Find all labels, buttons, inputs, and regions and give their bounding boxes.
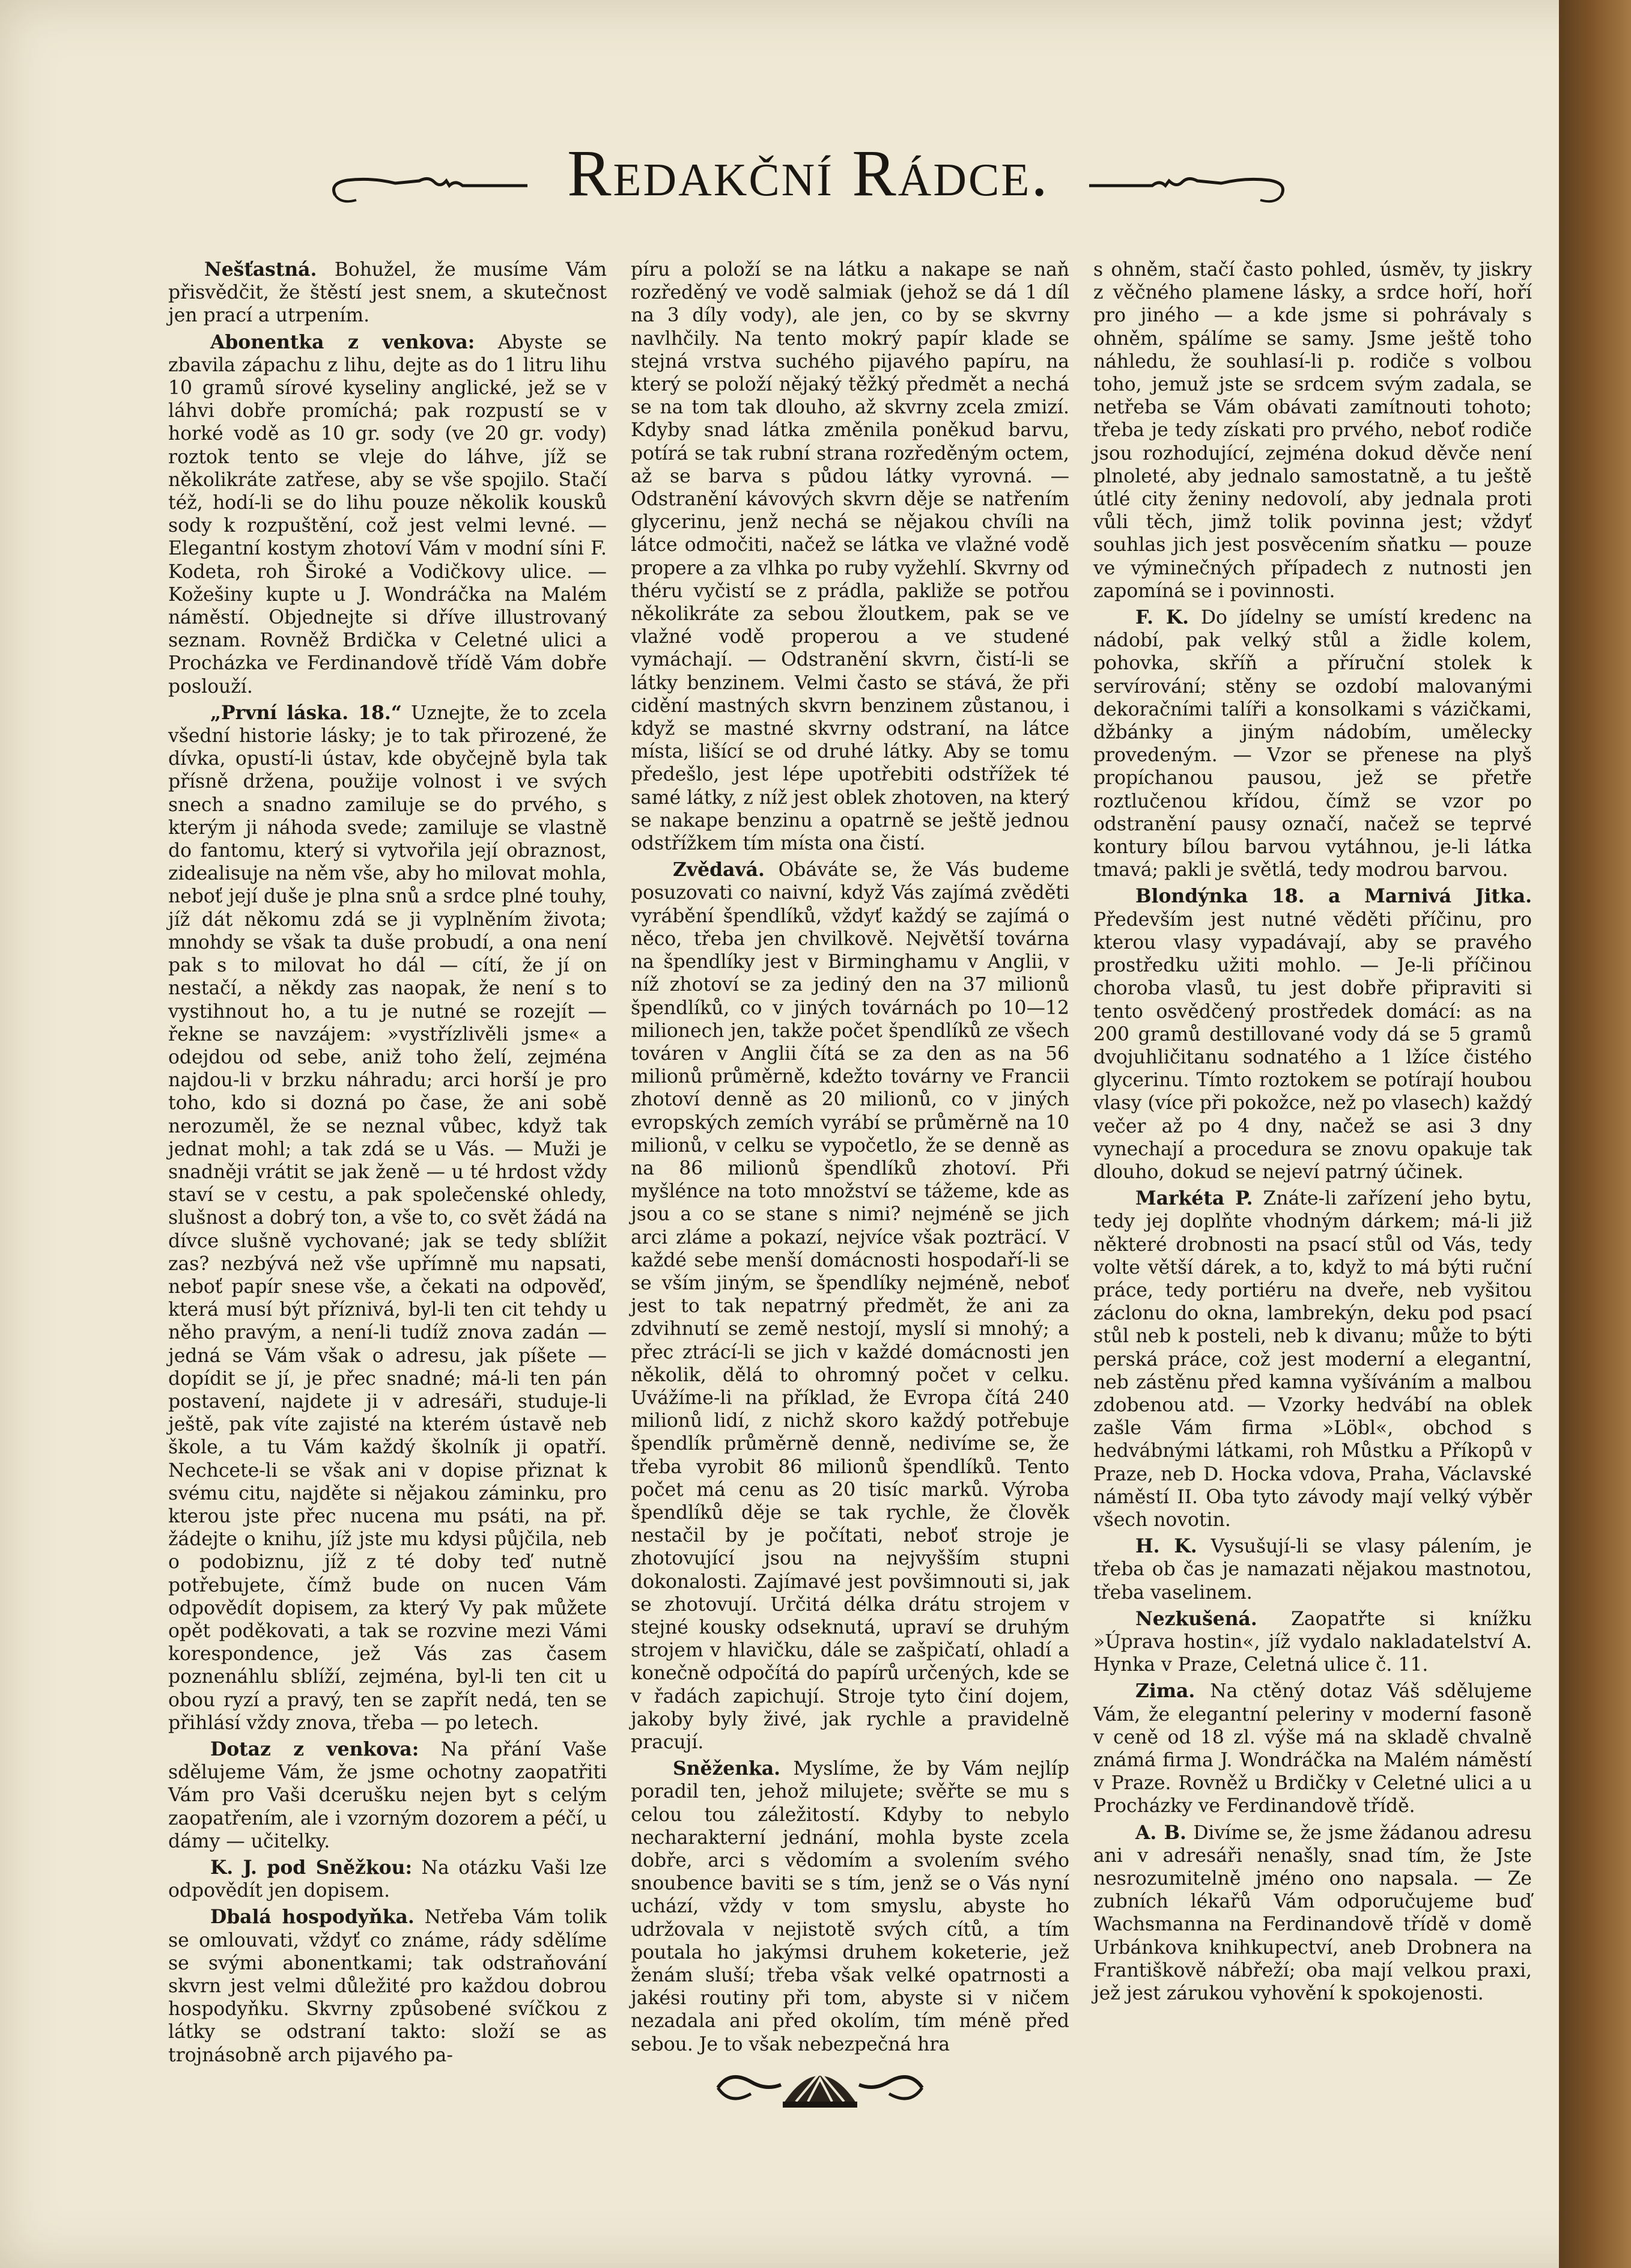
entry: Abonentka z venkova: Abyste se zbavila zápachu z lihu, dejte as do 1 litru lihu 10 gramů sírové kyseliny anglické, jež se v láhvi dobře promíchá; pak rozpustí se v horké vodě as 10 gr. sody (ve 20 gr. vody) roztok tento se vleje do láhve, jíž se několikráte zatřese, aby se vše spojilo. Stačí též, hodí-li se do lihu pouze několik kousků sody k rozpuštění, což jest velmi levné. — Elegantní kostym zhotoví Vám v modní síni F. Kodeta, roh Široké a Vodičkovy ulice. — Kožešiny kupte u J. Wondráčka na Malém náměstí. Objednejte si dříve illustrovaný seznam. Rovněž Brdička v Celetné ulici a Procházka ve Ferdinandově třídě Vám dobře poslouží. [168, 331, 607, 698]
entry: Markéta P. Znáte-li zařízení jeho bytu, tedy jej doplňte vhodným dárkem; má-li již některé drobnosti na psací stůl od Vás, tedy volte větší dárek, a to, když to má býti ruční práce, tedy portiéru na dveře, neb vyšitou záclonu do okna, lambrekýn, deku pod psací stůl neb k posteli, neb k divanu; může to býti perská práce, což jest moderní a elegantní, neb zástěnu před kamna vyšíváním a malbou zdobenou atd. — Vzorky hedvábí na oblek zašle Vám firma »Löbl«, obchod s hedvábnými látkami, roh Můstku a Příkopů v Praze, neb D. Hocka vdova, Praha, Václavské náměstí II. Oba tyto závody mají velký výběr všech novotin. [1093, 1188, 1532, 1531]
tailpiece-ornament-icon [706, 2055, 934, 2121]
column-1 [168, 258, 607, 2070]
column-3 [1093, 258, 1532, 2070]
entry: H. K. Vysušují-li se vlasy pálením, je třeba ob čas je namazati nějakou mastnotou, třeba vaselinem. [1093, 1536, 1532, 1604]
entry: Dotaz z venkova: Na přání Vaše sdělujeme Vám, že jsme ochotny zaopatřiti Vám pro Vaši dcerušku nejen byt s celým zaopatřením, ale i vzorným dozorem a péčí, u dámy — učitelky. [168, 1739, 607, 1852]
page-edge [1559, 0, 1631, 2268]
entry: „První láska. 18.“ Uznejte, že to zcela všední historie lásky; je to tak přirozené, že dívka, opustí-li ústav, kde obyčejně byla tak přísně držena, použije volnost i ve svých snech a snadno zamiluje se do prvého, s kterým ji náhoda svede; zamiluje se vlastně do fantomu, který si vytvořila její obraznost, zidealisuje na něm vše, aby ho milovat mohla, neboť její duše je plna snů a srdce plné touhy, jíž dát někomu zdá se ji vyplněním života; mnohdy se však ta duše probudí, a ona není pak s to milovat ho dál — cítí, že jí on nestačí, a někdy zas naopak, že není s to vystihnout ho, a tu je nutné se rozejít — řekne se navzájem: »vystřízlivěli jsme« a odejdou od sebe, aniž toho želí, zejména najdou-li v brzku náhradu; arci horší je pro toho, kdo si dozná po čase, že ani sobě nerozuměl, že se neznal vůbec, když tak jednat mohl; a tak zdá se u Vás. — Muži je snadněji vrátit se jak ženě — u té hrdost vždy staví se v cestu, a pak společenské ohledy, slušnost a dobrý ton, a vše to, co svět žádá na dívce slušně vychované; jak se tedy sblížit zas? nezbývá než vše upřímně mu napsati, neboť papír snese vše, a čekati na odpověď, která musí být příznivá, byl-li ten cit tehdy u něho pravým, a není-li tudíž znova zadán — jedná se Vám však o adresu, jak píšete — dopídit se jí, je přec snadné; má-li ten pán postavení, najdete ji v adresáři, studuje-li ještě, pak víte zajisté na kterém ústavě neb škole, a tu Vám každý školník ji opatří. Nechcete-li se však ani v dopise přiznat k svému citu, najděte si nějakou záminku, pro kterou jste přec nucena mu psáti, na př. žádejte o knihu, jíž jste mu kdysi půjčila, neb o podobiznu, jíž z té doby teď nutně potřebujete, čímž bude on nucen Vám odpovědít dopisem, za který Vy pak můžete opět poděkovati, a tak se rozvine mezi Vámi korespondence, jež Vás zas časem poznenáhlu sblíží, zejména, byl-li ten cit u obou ryzí a pravý, ten se zapřít nedá, ten se přihlásí vždy znova, třeba — po letech. [168, 702, 607, 1734]
entry: píru a položí se na látku a nakape se naň rozředěný ve vodě salmiak (jehož se dá 1 díl na 3 díly vody), ale jen, co by se skvrny navlhčily. Na tento mokrý papír klade se stejná vrstva suchého pijavého papíru, na který se položí nějaký těžký předmět a nechá se na tom tak dlouho, až skvrny zcela zmizí. Kdyby snad látka změnila poněkud barvu, potírá se tak rubní strana rozředěným octem, až se barva s půdou látky vyrovná. — Odstranění kávových skvrn děje se natřením glycerinu, jenž nechá se nějakou chvíli na látce odmočiti, načež se látka ve vlažné vodě propere a za vlhka po ruby vyžehlí. Skvrny od théru vyčistí se z prádla, pakliže se potřou několikráte za sebou žloutkem, pak se ve vlažné vodě properou a ve studené vymáchají. — Odstranění skvrn, čistí-li se látky benzinem. Velmi často se stává, že při cidění mastných skvrn benzinem zůstanou, i když se mastné skvrny odstraní, na látce místa, lišící se od druhé látky. Aby se tomu předešlo, jest lépe upotřebiti odstřížek té samé látky, z níž jest oblek zhotoven, na který se nakape benzinu a opatrně se ještě jednou odstřížkem tím místa ona čistí. [631, 259, 1069, 855]
header [329, 123, 1287, 231]
entry: Dbalá hospodyňka. Netřeba Vám tolik se omlouvati, vždyť co známe, rády sdělíme se svými abonentkami; tak odstraňování skvrn jest velmi důležité pro každou dobrou hospodyňku. Skvrny způsobené svíčkou z látky se odstraní takto: složí se as trojnásobně arch pijavého pa- [168, 1906, 607, 2066]
entry: Sněženka. Myslíme, že by Vám nejlíp poradil ten, jehož milujete; svěřte se mu s celou tou záležitostí. Kdyby to nebylo necharakterní jednání, mohla byste zcela dobře, arci s vědomím a svolením svého snoubence baviti se s tím, jenž se o Vás nyní uchází, vždy v tom smyslu, abyste ho udržovala v nejistotě svých cítů, a tím poutala ho jakýmsi druhem koketerie, jež ženám sluší; třeba však velké opatrnosti a jakési routiny při tom, abyste si v ničem nezadala ani před okolím, tím méně před sebou. Je to však nebezpečná hra [631, 1758, 1069, 2055]
entry: A. B. Divíme se, že jsme žádanou adresu ani v adresáři nenašly, snad tím, že Jste nesrozumitelně jméno ono napsala. — Ze zubních lékařů Vám odporučujeme buď Wachsmanna na Ferdinandově třídě v domě Urbánkova knihkupectví, aneb Drobnera na Františkově nábřeží; oba mají velkou praxi, jež jest zárukou vyhovění k spokojenosti. [1093, 1822, 1532, 2005]
entry: Zvědavá. Obáváte se, že Vás budeme posuzovati co naivní, když Vás zajímá zvěděti vyrábění špendlíků, vždyť každý se zajímá o něco, třeba jen chvilkově. Největší továrna na špendlíky jest v Birminghamu v Anglii, v níž zhotoví se za jediný den na 37 milionů špendlíků, co v jiných továrnách po 10—12 milionech jen, takže počet špendlíků ze všech továren v Anglii čítá se za den as na 56 milionů průměrně, kdežto továrny ve Francii zhotoví denně as 20 milionů, co v jiných evropských zemích vyrábí se průměrně na 10 milionů, v celku se vypočetlo, že se denně as na 86 milionů špendlíků zhotoví. Při myšlénce na toto množství se tážeme, kde as jsou a co se stane s nimi? nejméně se jich arci zláme a pokazí, nejvíce však pozträcí. V každé sebe menší domácnosti hospodaří-li se se vším jiným, se špendlíky nejméně, neboť jest to tak nepatrný předmět, že ani za zdvihnutí se země nestojí, myslí si mnohý; a přec ztrácí-li se jich v každé domácnosti jen několik, dělá to ohromný počet v celku. Uvážíme-li na příklad, že Evropa čítá 240 milionů lidí, z nichž skoro každý potřebuje špendlík průměrně denně, nedivíme se, že třeba vyrobit 86 milionů špendlíků. Tento počet má cenu as 20 tisíc marků. Výroba špendlíků děje se tak rychle, že člověk nestačil by je počítati, neboť stroje je zhotovující jsou na nejvyšším stupni dokonalosti. Zajímavé jest povšimnouti si, jak se zhotovují. Určitá délka drátu strojem v stejné kousky odseknutá, upraví se druhým strojem v hlavičku, dále se zašpičatí, ohladí a konečně odpočítá do papírů určených, kde se v řadách zapichují. Stroje tyto činí dojem, jakoby byly živé, jak rychle a pravidelně pracují. [631, 859, 1069, 1753]
column-2 [631, 258, 1069, 2070]
entry: Nezkušená. Zaopatřte si knížku »Úprava hostin«, jíž vydalo nakladatelství A. Hynka v Praze, Celetná ulice č. 11. [1093, 1608, 1532, 1676]
article-columns [168, 258, 1532, 2070]
entry: F. K. Do jídelny se umístí kredenc na nádobí, pak velký stůl a židle kolem, pohovka, skříň a příruční stolek k servírování; stěny se ozdobí malovanými dekoračními talíři a konsolkami s vázičkami, džbánky a jiným nádobím, umělecky provedeným. — Vzor se přenese na plyš propíchanou pausou, jež se přetře roztlučenou křídou, čímž se vzor po odstranění pausy označí, načež se teprvé kontury bílou barvou vytáhnou, je-li látka tmavá; pakli je světlá, tedy modrou barvou. [1093, 607, 1532, 881]
page-title: Redakční Rádce. [567, 136, 1049, 210]
entry: K. J. pod Sněžkou: Na otázku Vaši lze odpovědít jen dopisem. [168, 1857, 607, 1902]
entry: Zima. Na ctěný dotaz Váš sdělujeme Vám, že elegantní peleriny v moderní fasoně v ceně od 18 zl. výše má na skladě chvalně známá firma J. Wondráčka na Malém náměstí v Praze. Rovněž u Brdičky v Celetné ulici a u Procházky ve Ferdinandově třídě. [1093, 1680, 1532, 1817]
entry: s ohněm, stačí často pohled, úsměv, ty jiskry z věčného plamene lásky, a srdce hoří, hoří pro jiného — a kde jsme si pohrávaly s ohněm, spálíme se samy. Jsme ještě toho náhledu, že souhlasí-li p. rodiče s volbou toho, jemuž jste se srdcem svým zadala, se netřeba se Vám obávati zamítnouti tohoto; třeba je tedy získati pro prvého, neboť rodiče jsou rozhodující, zejména dokud děvče není plnoleté, aby jednalo samostatně, a tu ještě útlé city ženiny nedovolí, aby jednala proti vůli těch, jimž tolik povinna jest; vždyť souhlas jich jest posvěcením sňatku — pouze ve výminečných případech z nutnosti jen zapomíná se i povinnosti. [1093, 259, 1532, 602]
entry: Blondýnka 18. a Marnivá Jitka. Především jest nutné věděti příčinu, pro kterou vlasy vypadávají, aby se pravého prostředku užiti mohlo. — Je-li příčinou choroba vlasů, tu jest dobře připraviti si tento osvědčený prostředek domácí: as na 200 gramů destillované vody dá se 5 gramů dvojuhličitanu sodnatého a 1 lžíce čistého glycerinu. Tímto roztokem se potírají houbou vlasy (více při pokožce, než po vlasech) každý večer až po 4 dny, načež se asi 3 dny vynechají a procedura se znovu opakuje tak dlouho, dokud se nejeví patrný účinek. [1093, 886, 1532, 1183]
entry: Nešťastná. Bohužel, že musíme Vám přisvědčit, že štěstí jest snem, a skutečnost jen prací a utrpením. [168, 259, 607, 327]
